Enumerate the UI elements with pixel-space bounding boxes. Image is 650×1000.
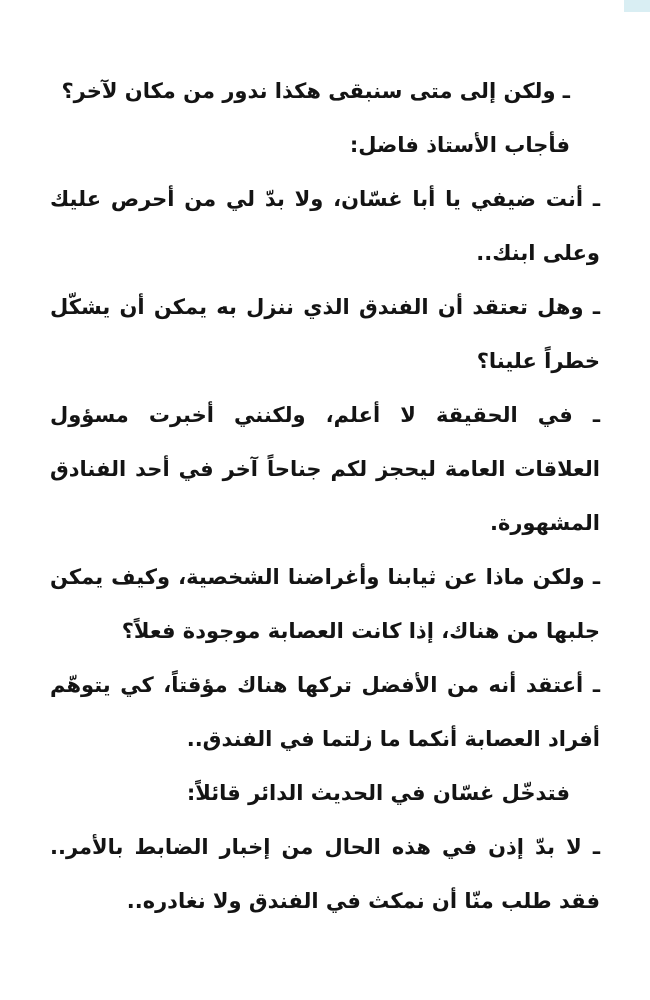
paragraph-7: ـ أعتقد أنه من الأفضل تركها هناك مؤقتاً، كي يتوهّم أفراد العصابة أنكما ما زلتما في الفندق.. (50, 673, 600, 751)
paragraph-2: فأجاب الأستاذ فاضل: (349, 133, 570, 157)
paragraph-3: ـ أنت ضيفي يا أبا غسّان، ولا بدّ لي من أحرص عليك وعلى ابنك.. (50, 187, 600, 265)
paragraph-1: ـ ولكن إلى متى سنبقى هكذا ندور من مكان لآخر؟ (61, 79, 570, 103)
paragraph-4: ـ وهل تعتقد أن الفندق الذي ننزل به يمكن أن يشكّل خطراً علينا؟ (50, 295, 600, 373)
paragraph-5: ـ في الحقيقة لا أعلم، ولكنني أخبرت مسؤول العلاقات العامة ليحجز لكم جناحاً آخر في أحد الفنادق المشهورة. (50, 403, 600, 535)
book-page-text (50, 64, 600, 928)
page-corner-mark (624, 0, 650, 12)
paragraph-9: ـ لا بدّ إذن في هذه الحال من إخبار الضابط بالأمر.. فقد طلب منّا أن نمكث في الفندق ولا نغادره.. (50, 835, 600, 913)
paragraph-6: ـ ولكن ماذا عن ثيابنا وأغراضنا الشخصية، وكيف يمكن جلبها من هناك، إذا كانت العصابة موجودة فعلاً؟ (50, 565, 600, 643)
paragraph-8: فتدخّل غسّان في الحديث الدائر قائلاً: (186, 781, 570, 805)
